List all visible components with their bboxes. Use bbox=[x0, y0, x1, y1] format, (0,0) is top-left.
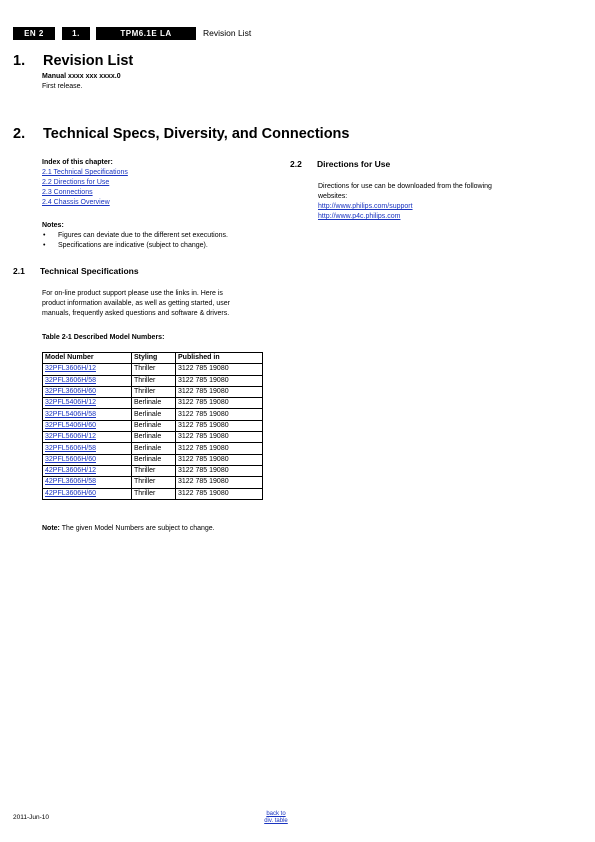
model-numbers-table bbox=[42, 352, 263, 500]
cell-styling: Thriller bbox=[132, 386, 176, 397]
cell-model-number bbox=[43, 432, 132, 443]
cell-published-in: 3122 785 19080 bbox=[176, 488, 263, 499]
table-row bbox=[43, 488, 263, 499]
paragraph-line: Directions for use can be downloaded from the following bbox=[318, 183, 492, 190]
index-heading: Index of this chapter: bbox=[42, 159, 113, 166]
section22-number: 2.2 bbox=[290, 159, 302, 169]
cell-published-in: 3122 785 19080 bbox=[176, 454, 263, 465]
table-row bbox=[43, 432, 263, 443]
chapter-index bbox=[42, 158, 128, 208]
cell-published-in: 3122 785 19080 bbox=[176, 465, 263, 476]
cell-model-number bbox=[43, 386, 132, 397]
link-philips-support[interactable]: http://www.philips.com/support bbox=[318, 203, 413, 210]
index-link-chassis-overview[interactable]: 2.4 Chassis Overview bbox=[42, 199, 110, 206]
model-number-link[interactable]: 32PFL5606H/58 bbox=[45, 444, 96, 452]
back-link-line1: back to bbox=[266, 811, 286, 817]
table-row bbox=[43, 477, 263, 488]
back-to-div-table-link[interactable] bbox=[258, 811, 294, 825]
section22-title: Directions for Use bbox=[317, 159, 391, 169]
table-row bbox=[43, 364, 263, 375]
cell-model-number bbox=[43, 409, 132, 420]
paragraph-line: websites: bbox=[318, 193, 348, 200]
support-paragraph bbox=[42, 289, 272, 319]
table-header-row bbox=[43, 353, 263, 364]
cell-published-in: 3122 785 19080 bbox=[176, 477, 263, 488]
release-text: First release. bbox=[42, 83, 83, 90]
cell-styling: Thriller bbox=[132, 364, 176, 375]
section2-number: 2. bbox=[13, 126, 26, 142]
cell-published-in: 3122 785 19080 bbox=[176, 443, 263, 454]
footer-date: 2011-Jun-10 bbox=[13, 814, 50, 821]
note-item: • Specifications are indicative (subject to change). bbox=[42, 241, 272, 251]
cell-published-in: 3122 785 19080 bbox=[176, 420, 263, 431]
table-caption: Table 2-1 Described Model Numbers: bbox=[42, 334, 165, 341]
model-number-link[interactable]: 42PFL3606H/12 bbox=[45, 467, 96, 475]
paragraph-line: manuals, frequently asked questions and software & drivers. bbox=[42, 310, 230, 317]
section1-title: Revision List bbox=[43, 53, 134, 69]
cell-published-in: 3122 785 19080 bbox=[176, 398, 263, 409]
model-number-link[interactable]: 42PFL3606H/58 bbox=[45, 478, 96, 486]
cell-styling: Berlinale bbox=[132, 398, 176, 409]
model-number-link[interactable]: 32PFL5406H/58 bbox=[45, 410, 96, 418]
table-row bbox=[43, 420, 263, 431]
section2-title: Technical Specs, Diversity, and Connections bbox=[43, 126, 350, 142]
header-section-title: Revision List bbox=[203, 28, 252, 38]
header-tag-chapter: 1. bbox=[62, 27, 90, 40]
paragraph-line: product information available, as well as getting started, user bbox=[42, 300, 230, 307]
table-row bbox=[43, 409, 263, 420]
section21-number: 2.1 bbox=[13, 266, 25, 276]
link-p4c-philips[interactable]: http://www.p4c.philips.com bbox=[318, 213, 401, 220]
table-note bbox=[42, 524, 215, 534]
model-number-link[interactable]: 32PFL3606H/60 bbox=[45, 388, 96, 396]
model-number-link[interactable]: 32PFL3606H/58 bbox=[45, 376, 96, 384]
table-row bbox=[43, 454, 263, 465]
cell-model-number bbox=[43, 398, 132, 409]
cell-model-number bbox=[43, 488, 132, 499]
cell-model-number bbox=[43, 375, 132, 386]
cell-model-number bbox=[43, 465, 132, 476]
cell-styling: Berlinale bbox=[132, 454, 176, 465]
table-note-text: The given Model Numbers are subject to change. bbox=[59, 525, 215, 532]
col-header-styling: Styling bbox=[132, 353, 176, 364]
table-row bbox=[43, 375, 263, 386]
directions-paragraph bbox=[318, 182, 558, 222]
cell-model-number bbox=[43, 364, 132, 375]
note-item: • Figures can deviate due to the different set executions. bbox=[42, 231, 272, 241]
table-row bbox=[43, 465, 263, 476]
paragraph-line: For on-line product support please use the links in. Here is bbox=[42, 290, 223, 297]
cell-model-number bbox=[43, 477, 132, 488]
index-link-technical-specs[interactable]: 2.1 Technical Specifications bbox=[42, 169, 128, 176]
cell-model-number bbox=[43, 443, 132, 454]
cell-styling: Berlinale bbox=[132, 420, 176, 431]
cell-styling: Thriller bbox=[132, 488, 176, 499]
model-number-link[interactable]: 42PFL3606H/60 bbox=[45, 489, 96, 497]
table-row bbox=[43, 443, 263, 454]
table-note-label: Note: bbox=[42, 525, 60, 532]
model-number-link[interactable]: 32PFL5406H/60 bbox=[45, 421, 96, 429]
model-number-link[interactable]: 32PFL5606H/12 bbox=[45, 433, 96, 441]
table-row bbox=[43, 398, 263, 409]
cell-published-in: 3122 785 19080 bbox=[176, 375, 263, 386]
header-tag-model: TPM6.1E LA bbox=[96, 27, 196, 40]
cell-styling: Berlinale bbox=[132, 443, 176, 454]
back-link-line2: div. table bbox=[264, 818, 288, 824]
cell-styling: Thriller bbox=[132, 375, 176, 386]
model-number-link[interactable]: 32PFL5406H/12 bbox=[45, 399, 96, 407]
model-number-link[interactable]: 32PFL3606H/12 bbox=[45, 365, 96, 373]
cell-styling: Berlinale bbox=[132, 432, 176, 443]
model-number-link[interactable]: 32PFL5606H/60 bbox=[45, 455, 96, 463]
cell-styling: Berlinale bbox=[132, 409, 176, 420]
cell-model-number bbox=[43, 454, 132, 465]
cell-published-in: 3122 785 19080 bbox=[176, 409, 263, 420]
table-row bbox=[43, 386, 263, 397]
cell-styling: Thriller bbox=[132, 477, 176, 488]
cell-styling: Thriller bbox=[132, 465, 176, 476]
col-header-published: Published in bbox=[176, 353, 263, 364]
cell-published-in: 3122 785 19080 bbox=[176, 364, 263, 375]
manual-number: Manual xxxx xxx xxxx.0 bbox=[42, 73, 121, 80]
index-link-connections[interactable]: 2.3 Connections bbox=[42, 189, 93, 196]
notes-block bbox=[42, 221, 272, 251]
header-tag-page: EN 2 bbox=[13, 27, 55, 40]
section21-title: Technical Specifications bbox=[40, 266, 139, 276]
cell-model-number bbox=[43, 420, 132, 431]
section1-number: 1. bbox=[13, 53, 26, 69]
cell-published-in: 3122 785 19080 bbox=[176, 386, 263, 397]
notes-heading: Notes: bbox=[42, 222, 64, 229]
index-link-directions-for-use[interactable]: 2.2 Directions for Use bbox=[42, 179, 110, 186]
cell-published-in: 3122 785 19080 bbox=[176, 432, 263, 443]
col-header-model: Model Number bbox=[43, 353, 132, 364]
